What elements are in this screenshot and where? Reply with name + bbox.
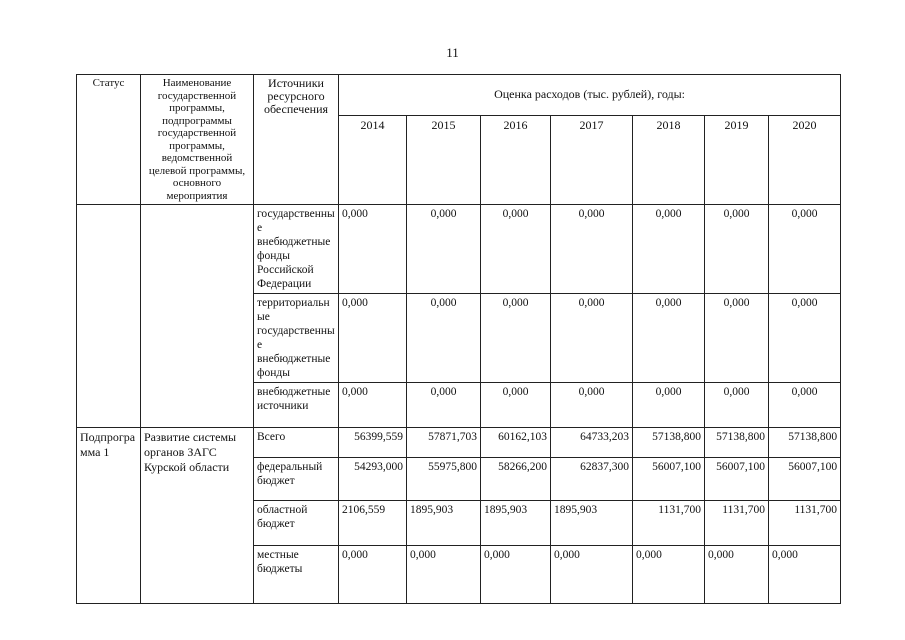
value-cell: 60162,103 (481, 428, 551, 458)
year-2014: 2014 (339, 115, 407, 204)
value-cell: 57138,800 (633, 428, 705, 458)
value-cell: 0,000 (339, 205, 407, 294)
value-cell: 64733,203 (551, 428, 633, 458)
source-cell: местные бюджеты (254, 546, 339, 604)
year-2017: 2017 (551, 115, 633, 204)
value-cell: 0,000 (339, 294, 407, 383)
value-cell: 2106,559 (339, 501, 407, 546)
value-cell: 57138,800 (705, 428, 769, 458)
source-cell: Всего (254, 428, 339, 458)
header-row (77, 75, 841, 116)
value-cell: 56007,100 (633, 458, 705, 501)
value-cell: 62837,300 (551, 458, 633, 501)
source-cell: государственные внебюджетные фонды Российской Федерации (254, 205, 339, 294)
value-cell: 56007,100 (769, 458, 841, 501)
year-2019: 2019 (705, 115, 769, 204)
value-cell: 57871,703 (407, 428, 481, 458)
value-cell: 0,000 (769, 383, 841, 428)
value-cell: 0,000 (481, 383, 551, 428)
budget-table (76, 74, 841, 604)
value-cell: 0,000 (407, 294, 481, 383)
value-cell: 1131,700 (769, 501, 841, 546)
page-number: 11 (446, 45, 459, 60)
source-cell: областной бюджет (254, 501, 339, 546)
value-cell: 0,000 (481, 294, 551, 383)
value-cell: 0,000 (633, 383, 705, 428)
source-cell: территориальные государственные внебюджетные фонды (254, 294, 339, 383)
value-cell: 0,000 (481, 546, 551, 604)
value-cell: 0,000 (339, 546, 407, 604)
name-cell-empty (141, 205, 254, 428)
year-2015: 2015 (407, 115, 481, 204)
value-cell: 0,000 (633, 205, 705, 294)
status-cell-empty (77, 205, 141, 428)
value-cell: 54293,000 (339, 458, 407, 501)
value-cell: 0,000 (551, 205, 633, 294)
value-cell: 57138,800 (769, 428, 841, 458)
value-cell: 0,000 (769, 205, 841, 294)
value-cell: 0,000 (481, 205, 551, 294)
value-cell: 0,000 (551, 383, 633, 428)
header-name: Наименование государственной программы, подпрограммы государственной программы, ведомственной целевой программы, основного мероприятия (141, 75, 254, 205)
table-row (77, 205, 841, 294)
source-cell: федеральный бюджет (254, 458, 339, 501)
value-cell: 0,000 (551, 546, 633, 604)
value-cell: 1895,903 (551, 501, 633, 546)
value-cell: 0,000 (705, 294, 769, 383)
value-cell: 56007,100 (705, 458, 769, 501)
value-cell: 0,000 (407, 546, 481, 604)
year-2016: 2016 (481, 115, 551, 204)
value-cell: 0,000 (705, 205, 769, 294)
header-estimate (339, 75, 841, 116)
value-cell: 0,000 (551, 294, 633, 383)
value-cell: 58266,200 (481, 458, 551, 501)
value-cell: 55975,800 (407, 458, 481, 501)
header-estimate-text: Оценка расходов (тыс. рублей), годы: (494, 87, 685, 102)
subprogram-name: Развитие системы органов ЗАГС Курской области (141, 428, 254, 604)
value-cell: 0,000 (407, 383, 481, 428)
value-cell: 0,000 (633, 294, 705, 383)
year-2020: 2020 (769, 115, 841, 204)
value-cell: 0,000 (769, 294, 841, 383)
header-sources: Источники ресурсного обеспечения (254, 75, 339, 205)
value-cell: 0,000 (705, 546, 769, 604)
source-cell: внебюджетные источники (254, 383, 339, 428)
value-cell: 56399,559 (339, 428, 407, 458)
value-cell: 1131,700 (705, 501, 769, 546)
value-cell: 1895,903 (481, 501, 551, 546)
value-cell: 0,000 (339, 383, 407, 428)
value-cell: 0,000 (633, 546, 705, 604)
value-cell: 0,000 (407, 205, 481, 294)
header-status: Статус (77, 75, 141, 205)
value-cell: 0,000 (769, 546, 841, 604)
value-cell: 1895,903 (407, 501, 481, 546)
value-cell: 1131,700 (633, 501, 705, 546)
value-cell: 0,000 (705, 383, 769, 428)
table-row (77, 428, 841, 458)
subprogram-status: Подпрограмма 1 (77, 428, 141, 604)
year-2018: 2018 (633, 115, 705, 204)
